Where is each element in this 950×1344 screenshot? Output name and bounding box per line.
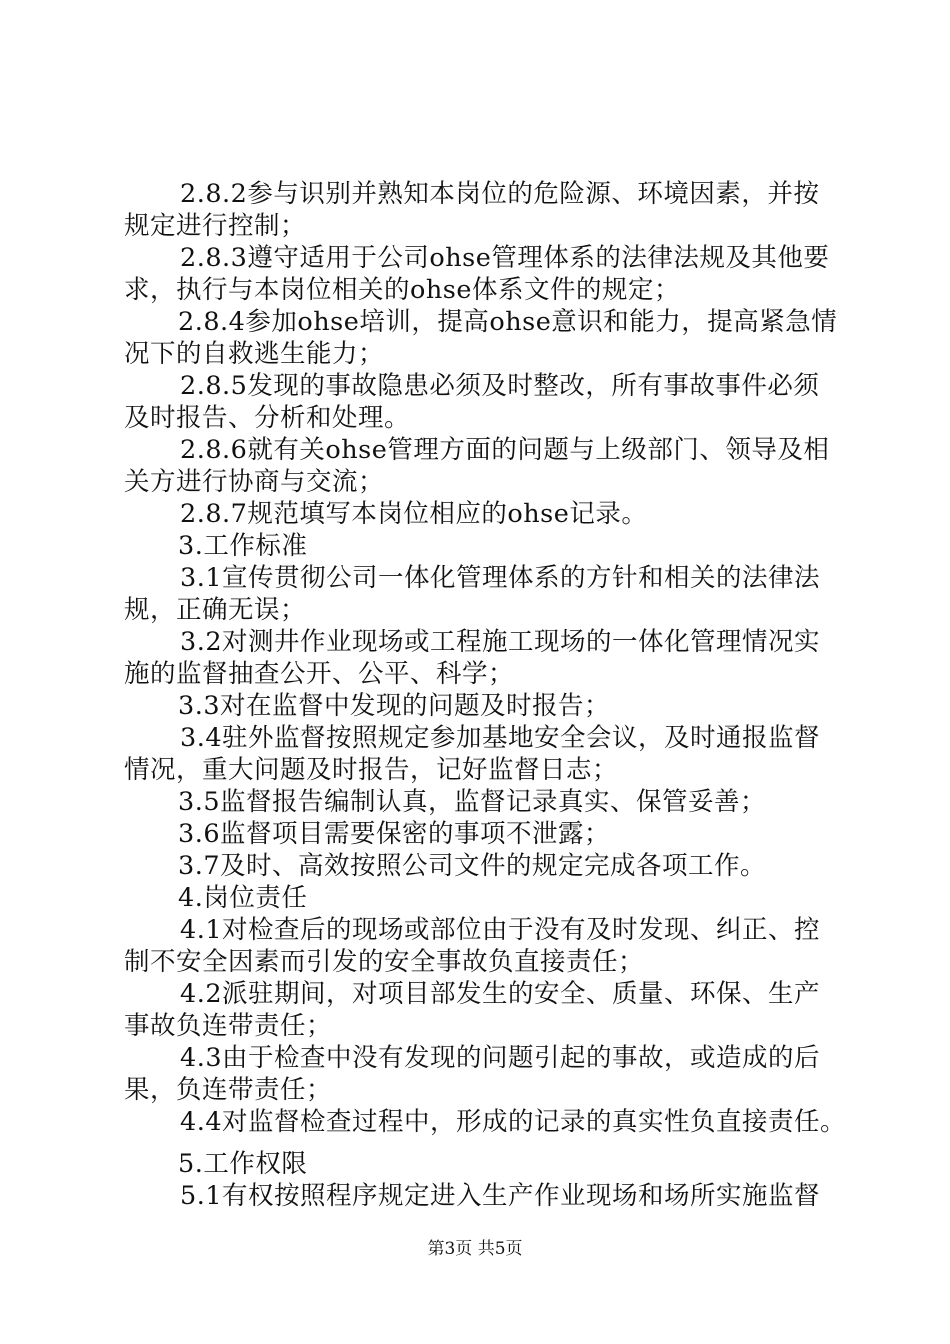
text-line: 4.3由于检查中没有发现的问题引起的事故，或造成的后: [180, 1043, 821, 1073]
page-footer: 第3页 共5页: [427, 1239, 523, 1259]
text-line: 关方进行协商与交流；: [124, 467, 385, 497]
text-line: 3.3对在监督中发现的问题及时报告；: [178, 691, 611, 721]
text-line: 及时报告、分析和处理。: [124, 403, 411, 433]
text-line: 3.7及时、高效按照公司文件的规定完成各项工作。: [178, 851, 767, 881]
text-line: 3.6监督项目需要保密的事项不泄露；: [178, 819, 611, 849]
text-line: 3.4驻外监督按照规定参加基地安全会议，及时通报监督: [180, 723, 821, 753]
text-line: 3.5监督报告编制认真，监督记录真实、保管妥善；: [178, 787, 767, 817]
text-line: 2.8.4参加ohse培训，提高ohse意识和能力，提高紧急情: [178, 307, 838, 337]
text-line: 4.4对监督检查过程中，形成的记录的真实性负直接责任。: [180, 1107, 847, 1137]
text-line: 况下的自救逃生能力；: [124, 339, 385, 369]
text-line: 2.8.2参与识别并熟知本岗位的危险源、环境因素，并按: [180, 179, 820, 209]
text-line: 事故负连带责任；: [124, 1011, 333, 1041]
section-heading: 4.岗位责任: [178, 883, 308, 913]
text-line: 规定进行控制；: [124, 211, 307, 241]
text-line: 2.8.6就有关ohse管理方面的问题与上级部门、领导及相: [180, 435, 830, 465]
text-line: 3.1宣传贯彻公司一体化管理体系的方针和相关的法律法: [180, 563, 821, 593]
text-line: 规，正确无误；: [124, 595, 307, 625]
text-line: 4.2派驻期间，对项目部发生的安全、质量、环保、生产: [180, 979, 821, 1009]
text-line: 施的监督抽查公开、公平、科学；: [124, 659, 515, 689]
text-line: 2.8.5发现的事故隐患必须及时整改，所有事故事件必须: [180, 371, 820, 401]
section-heading: 3.工作标准: [178, 531, 308, 561]
text-line: 果，负连带责任；: [124, 1075, 333, 1105]
text-line: 求，执行与本岗位相关的ohse体系文件的规定；: [124, 275, 680, 305]
text-line: 制不安全因素而引发的安全事故负直接责任；: [124, 947, 645, 977]
text-line: 情况，重大问题及时报告，记好监督日志；: [124, 755, 619, 785]
text-line: 2.8.7规范填写本岗位相应的ohse记录。: [180, 499, 648, 529]
section-heading: 5.工作权限: [178, 1149, 308, 1179]
text-line: 3.2对测井作业现场或工程施工现场的一体化管理情况实: [180, 627, 821, 657]
text-line: 4.1对检查后的现场或部位由于没有及时发现、纠正、控: [180, 915, 821, 945]
text-line: 5.1有权按照程序规定进入生产作业现场和场所实施监督: [180, 1181, 821, 1211]
text-line: 2.8.3遵守适用于公司ohse管理体系的法律法规及其他要: [180, 243, 830, 273]
